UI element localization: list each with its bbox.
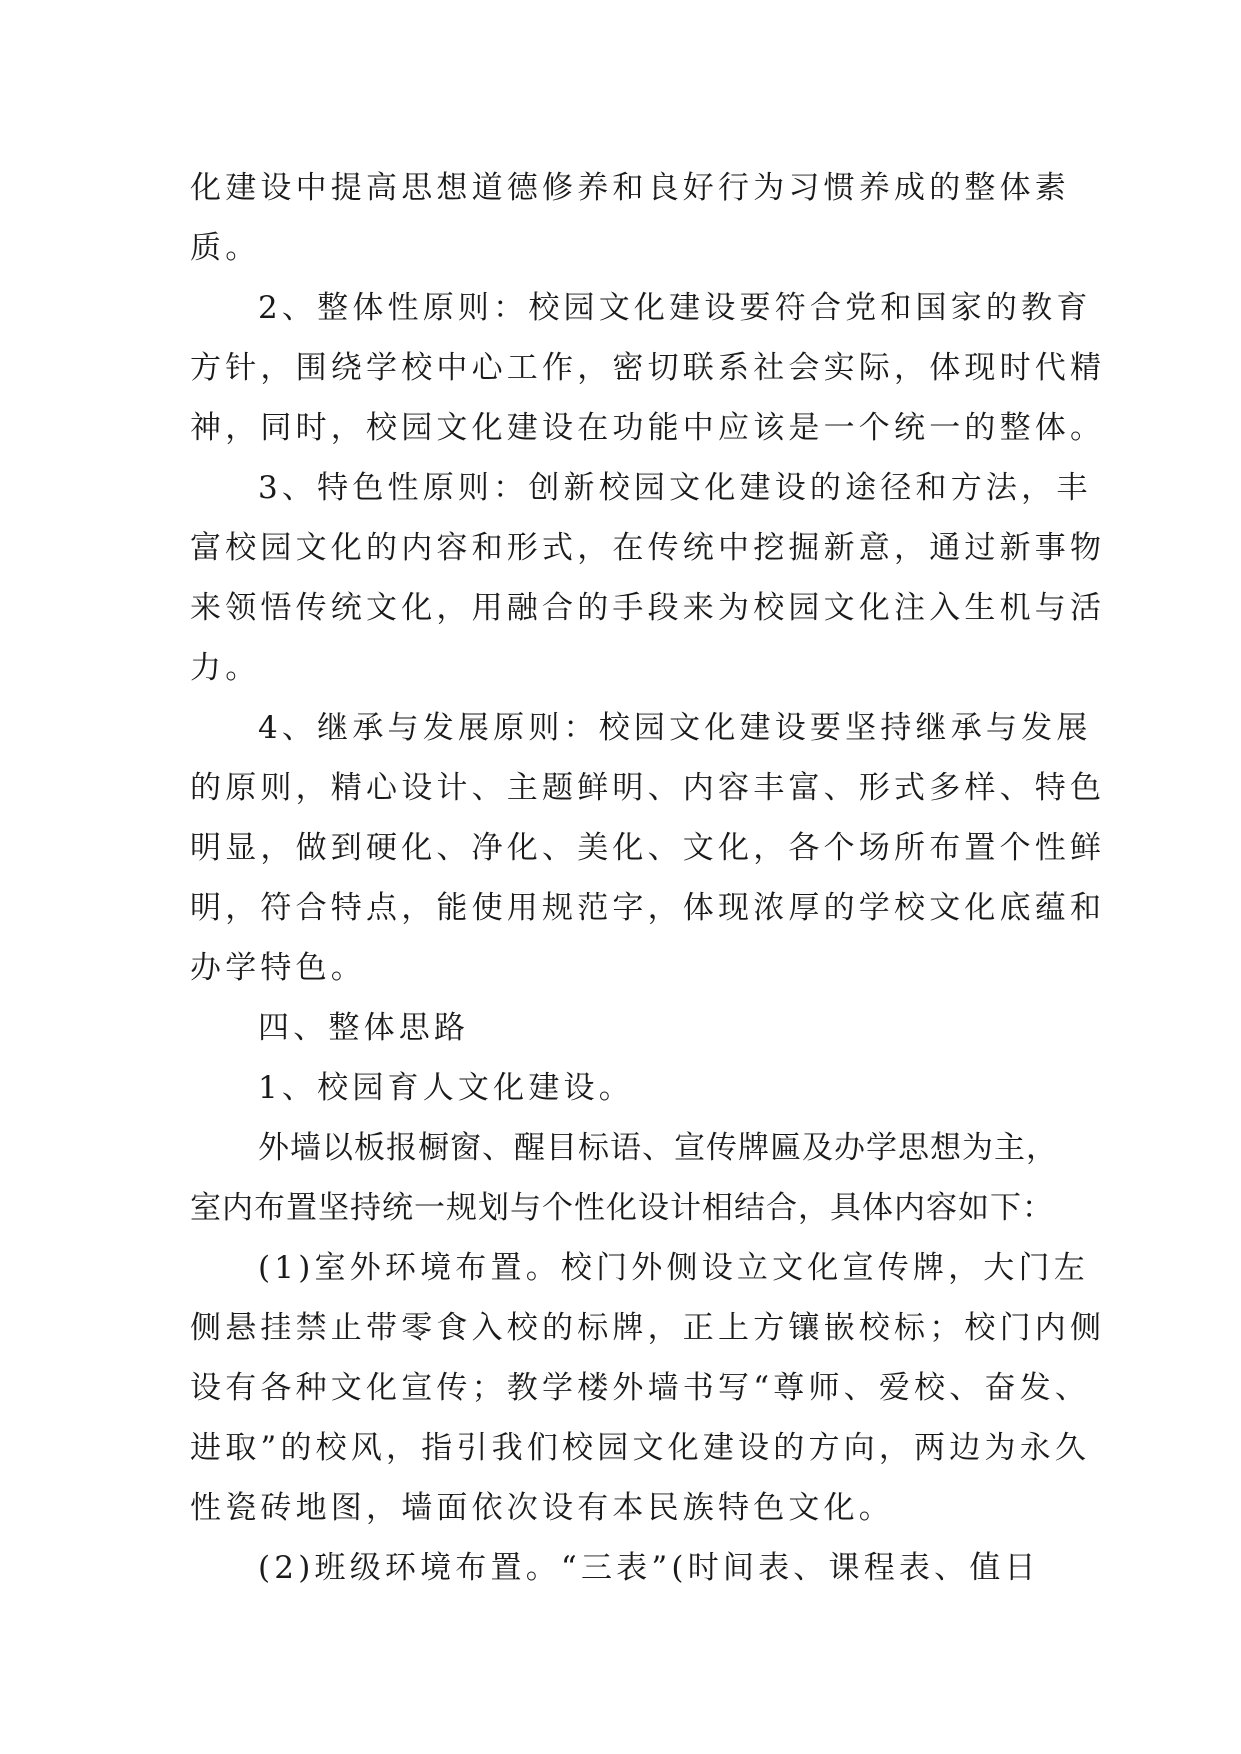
text-line: 性瓷砖地图，墙面依次设有本民族特色文化。 xyxy=(190,1490,894,1526)
paragraph-start-line: (2)班级环境布置。“三表”(时间表、课程表、值日 xyxy=(258,1550,1040,1586)
text-line: 来领悟传统文化，用融合的手段来为校园文化注入生机与活 xyxy=(190,590,1106,626)
text-line: 室内布置坚持统一规划与个性化设计相结合，具体内容如下： xyxy=(190,1190,1054,1226)
text-line: 设有各种文化宣传；教学楼外墙书写“尊师、爱校、奋发、 xyxy=(190,1370,1091,1406)
paragraph-start-line: 3、特色性原则：创新校园文化建设的途径和方法，丰 xyxy=(258,470,1092,506)
text-line: 进取”的校风，指引我们校园文化建设的方向，两边为永久 xyxy=(190,1430,1091,1466)
section-heading: 四、整体思路 xyxy=(258,1010,470,1046)
text-line: 方针，围绕学校中心工作，密切联系社会实际，体现时代精 xyxy=(190,350,1106,386)
document-body xyxy=(190,158,1106,1598)
text-line: 办学特色。 xyxy=(190,950,366,986)
text-line: 化建设中提高思想道德修养和良好行为习惯养成的整体素 xyxy=(190,170,1070,206)
text-line: 的原则，精心设计、主题鲜明、内容丰富、形式多样、特色 xyxy=(190,770,1106,806)
paragraph-start-line: 4、继承与发展原则：校园文化建设要坚持继承与发展 xyxy=(258,710,1092,746)
text-line: 侧悬挂禁止带零食入校的标牌，正上方镶嵌校标；校门内侧 xyxy=(190,1310,1106,1346)
text-line: 神，同时，校园文化建设在功能中应该是一个统一的整体。 xyxy=(190,410,1106,446)
text-line: 明，符合特点，能使用规范字，体现浓厚的学校文化底蕴和 xyxy=(190,890,1106,926)
text-line: 富校园文化的内容和形式，在传统中挖掘新意，通过新事物 xyxy=(190,530,1106,566)
paragraph-start-line: 外墙以板报橱窗、醒目标语、宣传牌匾及办学思想为主， xyxy=(258,1130,1058,1166)
paragraph-start-line: 2、整体性原则：校园文化建设要符合党和国家的教育 xyxy=(258,290,1092,326)
text-line: 明显，做到硬化、净化、美化、文化，各个场所布置个性鲜 xyxy=(190,830,1106,866)
subsection-heading: 1、校园育人文化建设。 xyxy=(258,1070,634,1106)
text-line: 质。 xyxy=(190,230,261,266)
paragraph-start-line: (1)室外环境布置。校门外侧设立文化宣传牌，大门左 xyxy=(258,1250,1089,1286)
text-line: 力。 xyxy=(190,650,261,686)
